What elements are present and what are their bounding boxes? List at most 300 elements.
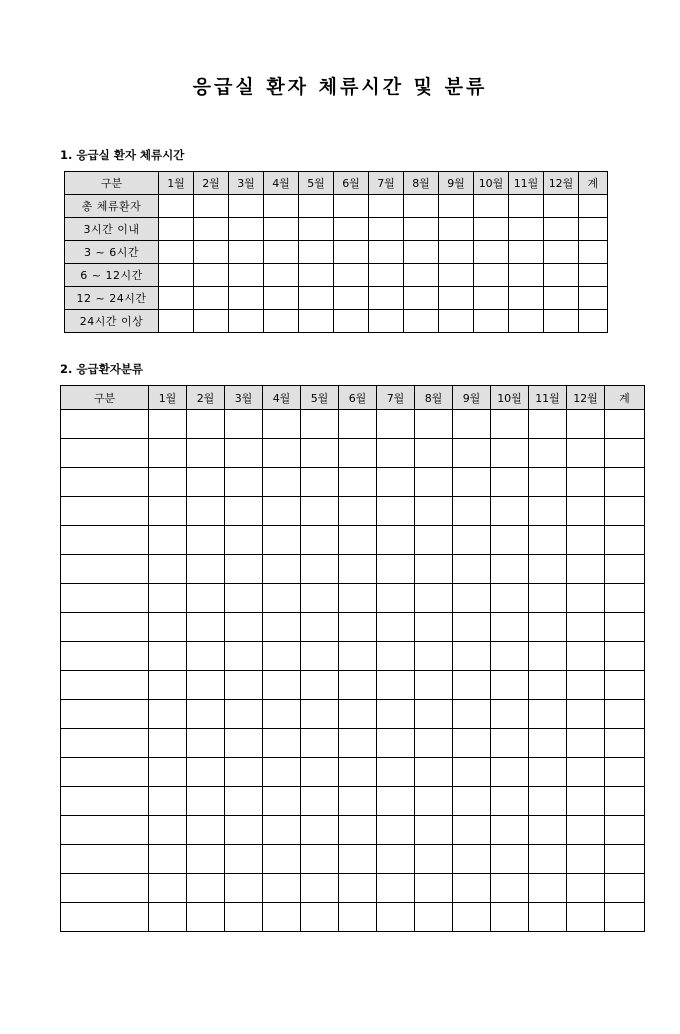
data-cell[interactable] xyxy=(159,218,194,241)
data-cell[interactable] xyxy=(187,758,225,787)
data-cell[interactable] xyxy=(301,816,339,845)
data-cell[interactable] xyxy=(263,526,301,555)
data-cell[interactable] xyxy=(474,310,509,333)
data-cell[interactable] xyxy=(264,195,299,218)
data-cell[interactable] xyxy=(229,287,264,310)
data-cell[interactable] xyxy=(453,874,491,903)
data-cell[interactable] xyxy=(339,613,377,642)
data-cell[interactable] xyxy=(453,439,491,468)
data-cell[interactable] xyxy=(299,264,334,287)
data-cell[interactable] xyxy=(187,787,225,816)
data-cell[interactable] xyxy=(415,497,453,526)
data-cell[interactable] xyxy=(229,195,264,218)
data-cell[interactable] xyxy=(159,195,194,218)
data-cell[interactable] xyxy=(301,758,339,787)
data-cell[interactable] xyxy=(579,241,608,264)
data-cell[interactable] xyxy=(491,903,529,932)
data-cell[interactable] xyxy=(229,310,264,333)
data-cell[interactable] xyxy=(415,758,453,787)
data-cell[interactable] xyxy=(301,729,339,758)
data-cell[interactable] xyxy=(149,671,187,700)
row-label-cell[interactable] xyxy=(61,729,149,758)
data-cell[interactable] xyxy=(415,526,453,555)
data-cell[interactable] xyxy=(263,642,301,671)
data-cell[interactable] xyxy=(567,816,605,845)
data-cell[interactable] xyxy=(529,468,567,497)
data-cell[interactable] xyxy=(299,195,334,218)
data-cell[interactable] xyxy=(339,729,377,758)
data-cell[interactable] xyxy=(377,526,415,555)
data-cell[interactable] xyxy=(529,410,567,439)
data-cell[interactable] xyxy=(491,555,529,584)
row-label-cell[interactable] xyxy=(61,845,149,874)
data-cell[interactable] xyxy=(529,671,567,700)
data-cell[interactable] xyxy=(149,613,187,642)
data-cell[interactable] xyxy=(377,874,415,903)
data-cell[interactable] xyxy=(159,241,194,264)
data-cell[interactable] xyxy=(301,584,339,613)
data-cell[interactable] xyxy=(605,700,645,729)
data-cell[interactable] xyxy=(415,729,453,758)
data-cell[interactable] xyxy=(263,729,301,758)
data-cell[interactable] xyxy=(263,671,301,700)
data-cell[interactable] xyxy=(225,526,263,555)
data-cell[interactable] xyxy=(225,613,263,642)
data-cell[interactable] xyxy=(187,845,225,874)
data-cell[interactable] xyxy=(491,671,529,700)
data-cell[interactable] xyxy=(187,497,225,526)
data-cell[interactable] xyxy=(567,410,605,439)
data-cell[interactable] xyxy=(194,195,229,218)
data-cell[interactable] xyxy=(491,439,529,468)
data-cell[interactable] xyxy=(453,410,491,439)
data-cell[interactable] xyxy=(263,613,301,642)
data-cell[interactable] xyxy=(149,410,187,439)
row-label-cell[interactable] xyxy=(61,787,149,816)
data-cell[interactable] xyxy=(159,264,194,287)
data-cell[interactable] xyxy=(229,241,264,264)
data-cell[interactable] xyxy=(567,642,605,671)
row-label-cell[interactable] xyxy=(61,758,149,787)
data-cell[interactable] xyxy=(544,241,579,264)
data-cell[interactable] xyxy=(415,439,453,468)
data-cell[interactable] xyxy=(334,264,369,287)
data-cell[interactable] xyxy=(529,700,567,729)
data-cell[interactable] xyxy=(225,584,263,613)
data-cell[interactable] xyxy=(415,613,453,642)
data-cell[interactable] xyxy=(529,555,567,584)
data-cell[interactable] xyxy=(149,729,187,758)
data-cell[interactable] xyxy=(491,468,529,497)
data-cell[interactable] xyxy=(544,310,579,333)
data-cell[interactable] xyxy=(159,287,194,310)
data-cell[interactable] xyxy=(605,787,645,816)
data-cell[interactable] xyxy=(149,700,187,729)
data-cell[interactable] xyxy=(377,903,415,932)
data-cell[interactable] xyxy=(263,874,301,903)
data-cell[interactable] xyxy=(187,874,225,903)
data-cell[interactable] xyxy=(187,410,225,439)
data-cell[interactable] xyxy=(404,195,439,218)
data-cell[interactable] xyxy=(334,241,369,264)
data-cell[interactable] xyxy=(149,584,187,613)
data-cell[interactable] xyxy=(149,642,187,671)
row-label-cell[interactable] xyxy=(61,874,149,903)
data-cell[interactable] xyxy=(491,845,529,874)
data-cell[interactable] xyxy=(491,642,529,671)
data-cell[interactable] xyxy=(453,555,491,584)
data-cell[interactable] xyxy=(567,555,605,584)
data-cell[interactable] xyxy=(544,287,579,310)
data-cell[interactable] xyxy=(579,218,608,241)
data-cell[interactable] xyxy=(453,497,491,526)
data-cell[interactable] xyxy=(491,584,529,613)
data-cell[interactable] xyxy=(229,264,264,287)
data-cell[interactable] xyxy=(299,218,334,241)
data-cell[interactable] xyxy=(301,439,339,468)
data-cell[interactable] xyxy=(579,287,608,310)
data-cell[interactable] xyxy=(529,729,567,758)
data-cell[interactable] xyxy=(453,816,491,845)
row-label-cell[interactable] xyxy=(61,526,149,555)
data-cell[interactable] xyxy=(491,758,529,787)
data-cell[interactable] xyxy=(264,218,299,241)
data-cell[interactable] xyxy=(187,526,225,555)
data-cell[interactable] xyxy=(225,787,263,816)
data-cell[interactable] xyxy=(453,526,491,555)
data-cell[interactable] xyxy=(415,410,453,439)
data-cell[interactable] xyxy=(369,264,404,287)
data-cell[interactable] xyxy=(225,671,263,700)
data-cell[interactable] xyxy=(605,468,645,497)
data-cell[interactable] xyxy=(453,787,491,816)
data-cell[interactable] xyxy=(439,195,474,218)
data-cell[interactable] xyxy=(579,264,608,287)
data-cell[interactable] xyxy=(301,497,339,526)
data-cell[interactable] xyxy=(149,439,187,468)
data-cell[interactable] xyxy=(339,468,377,497)
data-cell[interactable] xyxy=(567,787,605,816)
data-cell[interactable] xyxy=(544,264,579,287)
data-cell[interactable] xyxy=(194,264,229,287)
row-label-cell[interactable] xyxy=(61,555,149,584)
data-cell[interactable] xyxy=(605,903,645,932)
data-cell[interactable] xyxy=(263,903,301,932)
data-cell[interactable] xyxy=(377,729,415,758)
data-cell[interactable] xyxy=(225,700,263,729)
data-cell[interactable] xyxy=(149,816,187,845)
data-cell[interactable] xyxy=(194,310,229,333)
data-cell[interactable] xyxy=(149,787,187,816)
data-cell[interactable] xyxy=(225,468,263,497)
data-cell[interactable] xyxy=(334,218,369,241)
data-cell[interactable] xyxy=(263,497,301,526)
data-cell[interactable] xyxy=(149,526,187,555)
data-cell[interactable] xyxy=(377,700,415,729)
data-cell[interactable] xyxy=(301,642,339,671)
data-cell[interactable] xyxy=(474,287,509,310)
data-cell[interactable] xyxy=(491,729,529,758)
data-cell[interactable] xyxy=(567,845,605,874)
data-cell[interactable] xyxy=(334,195,369,218)
data-cell[interactable] xyxy=(439,287,474,310)
data-cell[interactable] xyxy=(415,700,453,729)
data-cell[interactable] xyxy=(544,218,579,241)
data-cell[interactable] xyxy=(415,584,453,613)
data-cell[interactable] xyxy=(567,613,605,642)
data-cell[interactable] xyxy=(377,439,415,468)
data-cell[interactable] xyxy=(194,287,229,310)
data-cell[interactable] xyxy=(339,787,377,816)
data-cell[interactable] xyxy=(491,816,529,845)
data-cell[interactable] xyxy=(377,468,415,497)
data-cell[interactable] xyxy=(567,497,605,526)
data-cell[interactable] xyxy=(301,468,339,497)
data-cell[interactable] xyxy=(453,671,491,700)
data-cell[interactable] xyxy=(339,671,377,700)
data-cell[interactable] xyxy=(605,729,645,758)
data-cell[interactable] xyxy=(509,218,544,241)
data-cell[interactable] xyxy=(453,468,491,497)
data-cell[interactable] xyxy=(225,555,263,584)
data-cell[interactable] xyxy=(301,671,339,700)
data-cell[interactable] xyxy=(377,642,415,671)
data-cell[interactable] xyxy=(339,526,377,555)
data-cell[interactable] xyxy=(264,264,299,287)
data-cell[interactable] xyxy=(453,584,491,613)
data-cell[interactable] xyxy=(579,195,608,218)
data-cell[interactable] xyxy=(453,845,491,874)
data-cell[interactable] xyxy=(567,729,605,758)
data-cell[interactable] xyxy=(301,845,339,874)
data-cell[interactable] xyxy=(474,218,509,241)
data-cell[interactable] xyxy=(339,700,377,729)
data-cell[interactable] xyxy=(474,241,509,264)
data-cell[interactable] xyxy=(415,903,453,932)
data-cell[interactable] xyxy=(264,287,299,310)
data-cell[interactable] xyxy=(187,642,225,671)
data-cell[interactable] xyxy=(509,195,544,218)
data-cell[interactable] xyxy=(529,439,567,468)
data-cell[interactable] xyxy=(567,758,605,787)
row-label-cell[interactable] xyxy=(61,439,149,468)
data-cell[interactable] xyxy=(491,874,529,903)
data-cell[interactable] xyxy=(187,555,225,584)
data-cell[interactable] xyxy=(263,700,301,729)
data-cell[interactable] xyxy=(377,410,415,439)
data-cell[interactable] xyxy=(264,310,299,333)
data-cell[interactable] xyxy=(229,218,264,241)
data-cell[interactable] xyxy=(263,410,301,439)
data-cell[interactable] xyxy=(439,264,474,287)
data-cell[interactable] xyxy=(404,287,439,310)
data-cell[interactable] xyxy=(404,310,439,333)
data-cell[interactable] xyxy=(491,787,529,816)
data-cell[interactable] xyxy=(529,526,567,555)
data-cell[interactable] xyxy=(567,526,605,555)
data-cell[interactable] xyxy=(149,874,187,903)
data-cell[interactable] xyxy=(529,874,567,903)
data-cell[interactable] xyxy=(529,903,567,932)
data-cell[interactable] xyxy=(529,758,567,787)
row-label-cell[interactable] xyxy=(61,613,149,642)
row-label-cell[interactable] xyxy=(61,410,149,439)
data-cell[interactable] xyxy=(149,555,187,584)
data-cell[interactable] xyxy=(567,584,605,613)
data-cell[interactable] xyxy=(187,584,225,613)
data-cell[interactable] xyxy=(149,468,187,497)
data-cell[interactable] xyxy=(225,845,263,874)
data-cell[interactable] xyxy=(263,468,301,497)
data-cell[interactable] xyxy=(453,729,491,758)
row-label-cell[interactable] xyxy=(61,468,149,497)
data-cell[interactable] xyxy=(605,845,645,874)
data-cell[interactable] xyxy=(509,287,544,310)
data-cell[interactable] xyxy=(605,439,645,468)
data-cell[interactable] xyxy=(339,874,377,903)
data-cell[interactable] xyxy=(187,439,225,468)
data-cell[interactable] xyxy=(605,555,645,584)
data-cell[interactable] xyxy=(404,241,439,264)
data-cell[interactable] xyxy=(334,310,369,333)
data-cell[interactable] xyxy=(529,584,567,613)
data-cell[interactable] xyxy=(605,874,645,903)
data-cell[interactable] xyxy=(225,816,263,845)
data-cell[interactable] xyxy=(149,845,187,874)
row-label-cell[interactable] xyxy=(61,584,149,613)
data-cell[interactable] xyxy=(339,497,377,526)
data-cell[interactable] xyxy=(605,526,645,555)
data-cell[interactable] xyxy=(369,310,404,333)
data-cell[interactable] xyxy=(529,497,567,526)
row-label-cell[interactable] xyxy=(61,903,149,932)
data-cell[interactable] xyxy=(529,613,567,642)
data-cell[interactable] xyxy=(377,787,415,816)
data-cell[interactable] xyxy=(263,758,301,787)
data-cell[interactable] xyxy=(415,787,453,816)
data-cell[interactable] xyxy=(225,874,263,903)
data-cell[interactable] xyxy=(299,241,334,264)
data-cell[interactable] xyxy=(149,903,187,932)
data-cell[interactable] xyxy=(491,613,529,642)
data-cell[interactable] xyxy=(377,758,415,787)
data-cell[interactable] xyxy=(339,439,377,468)
data-cell[interactable] xyxy=(187,613,225,642)
data-cell[interactable] xyxy=(529,642,567,671)
data-cell[interactable] xyxy=(263,845,301,874)
data-cell[interactable] xyxy=(453,903,491,932)
data-cell[interactable] xyxy=(264,241,299,264)
data-cell[interactable] xyxy=(194,241,229,264)
data-cell[interactable] xyxy=(579,310,608,333)
data-cell[interactable] xyxy=(225,642,263,671)
data-cell[interactable] xyxy=(605,816,645,845)
data-cell[interactable] xyxy=(509,241,544,264)
data-cell[interactable] xyxy=(263,439,301,468)
data-cell[interactable] xyxy=(301,526,339,555)
data-cell[interactable] xyxy=(439,218,474,241)
data-cell[interactable] xyxy=(369,218,404,241)
data-cell[interactable] xyxy=(491,526,529,555)
data-cell[interactable] xyxy=(439,310,474,333)
data-cell[interactable] xyxy=(404,264,439,287)
data-cell[interactable] xyxy=(377,555,415,584)
data-cell[interactable] xyxy=(301,613,339,642)
data-cell[interactable] xyxy=(605,497,645,526)
data-cell[interactable] xyxy=(334,287,369,310)
data-cell[interactable] xyxy=(453,642,491,671)
data-cell[interactable] xyxy=(194,218,229,241)
data-cell[interactable] xyxy=(149,497,187,526)
data-cell[interactable] xyxy=(225,758,263,787)
data-cell[interactable] xyxy=(474,195,509,218)
data-cell[interactable] xyxy=(567,700,605,729)
data-cell[interactable] xyxy=(339,555,377,584)
data-cell[interactable] xyxy=(369,195,404,218)
data-cell[interactable] xyxy=(301,555,339,584)
data-cell[interactable] xyxy=(453,758,491,787)
data-cell[interactable] xyxy=(453,613,491,642)
data-cell[interactable] xyxy=(339,903,377,932)
data-cell[interactable] xyxy=(299,287,334,310)
data-cell[interactable] xyxy=(187,468,225,497)
data-cell[interactable] xyxy=(415,468,453,497)
data-cell[interactable] xyxy=(605,410,645,439)
data-cell[interactable] xyxy=(301,903,339,932)
data-cell[interactable] xyxy=(529,845,567,874)
data-cell[interactable] xyxy=(369,241,404,264)
row-label-cell[interactable] xyxy=(61,700,149,729)
data-cell[interactable] xyxy=(339,642,377,671)
data-cell[interactable] xyxy=(567,874,605,903)
data-cell[interactable] xyxy=(377,613,415,642)
data-cell[interactable] xyxy=(605,584,645,613)
data-cell[interactable] xyxy=(605,758,645,787)
data-cell[interactable] xyxy=(509,310,544,333)
data-cell[interactable] xyxy=(369,287,404,310)
data-cell[interactable] xyxy=(225,729,263,758)
data-cell[interactable] xyxy=(225,903,263,932)
row-label-cell[interactable] xyxy=(61,642,149,671)
data-cell[interactable] xyxy=(605,642,645,671)
data-cell[interactable] xyxy=(474,264,509,287)
data-cell[interactable] xyxy=(263,555,301,584)
data-cell[interactable] xyxy=(567,468,605,497)
data-cell[interactable] xyxy=(377,497,415,526)
data-cell[interactable] xyxy=(301,700,339,729)
data-cell[interactable] xyxy=(491,497,529,526)
data-cell[interactable] xyxy=(187,903,225,932)
data-cell[interactable] xyxy=(299,310,334,333)
data-cell[interactable] xyxy=(415,845,453,874)
data-cell[interactable] xyxy=(339,758,377,787)
data-cell[interactable] xyxy=(544,195,579,218)
data-cell[interactable] xyxy=(491,700,529,729)
data-cell[interactable] xyxy=(567,671,605,700)
data-cell[interactable] xyxy=(529,816,567,845)
data-cell[interactable] xyxy=(263,816,301,845)
data-cell[interactable] xyxy=(509,264,544,287)
data-cell[interactable] xyxy=(491,410,529,439)
data-cell[interactable] xyxy=(377,671,415,700)
data-cell[interactable] xyxy=(415,555,453,584)
data-cell[interactable] xyxy=(159,310,194,333)
data-cell[interactable] xyxy=(339,584,377,613)
data-cell[interactable] xyxy=(377,816,415,845)
data-cell[interactable] xyxy=(404,218,439,241)
data-cell[interactable] xyxy=(567,903,605,932)
data-cell[interactable] xyxy=(377,845,415,874)
